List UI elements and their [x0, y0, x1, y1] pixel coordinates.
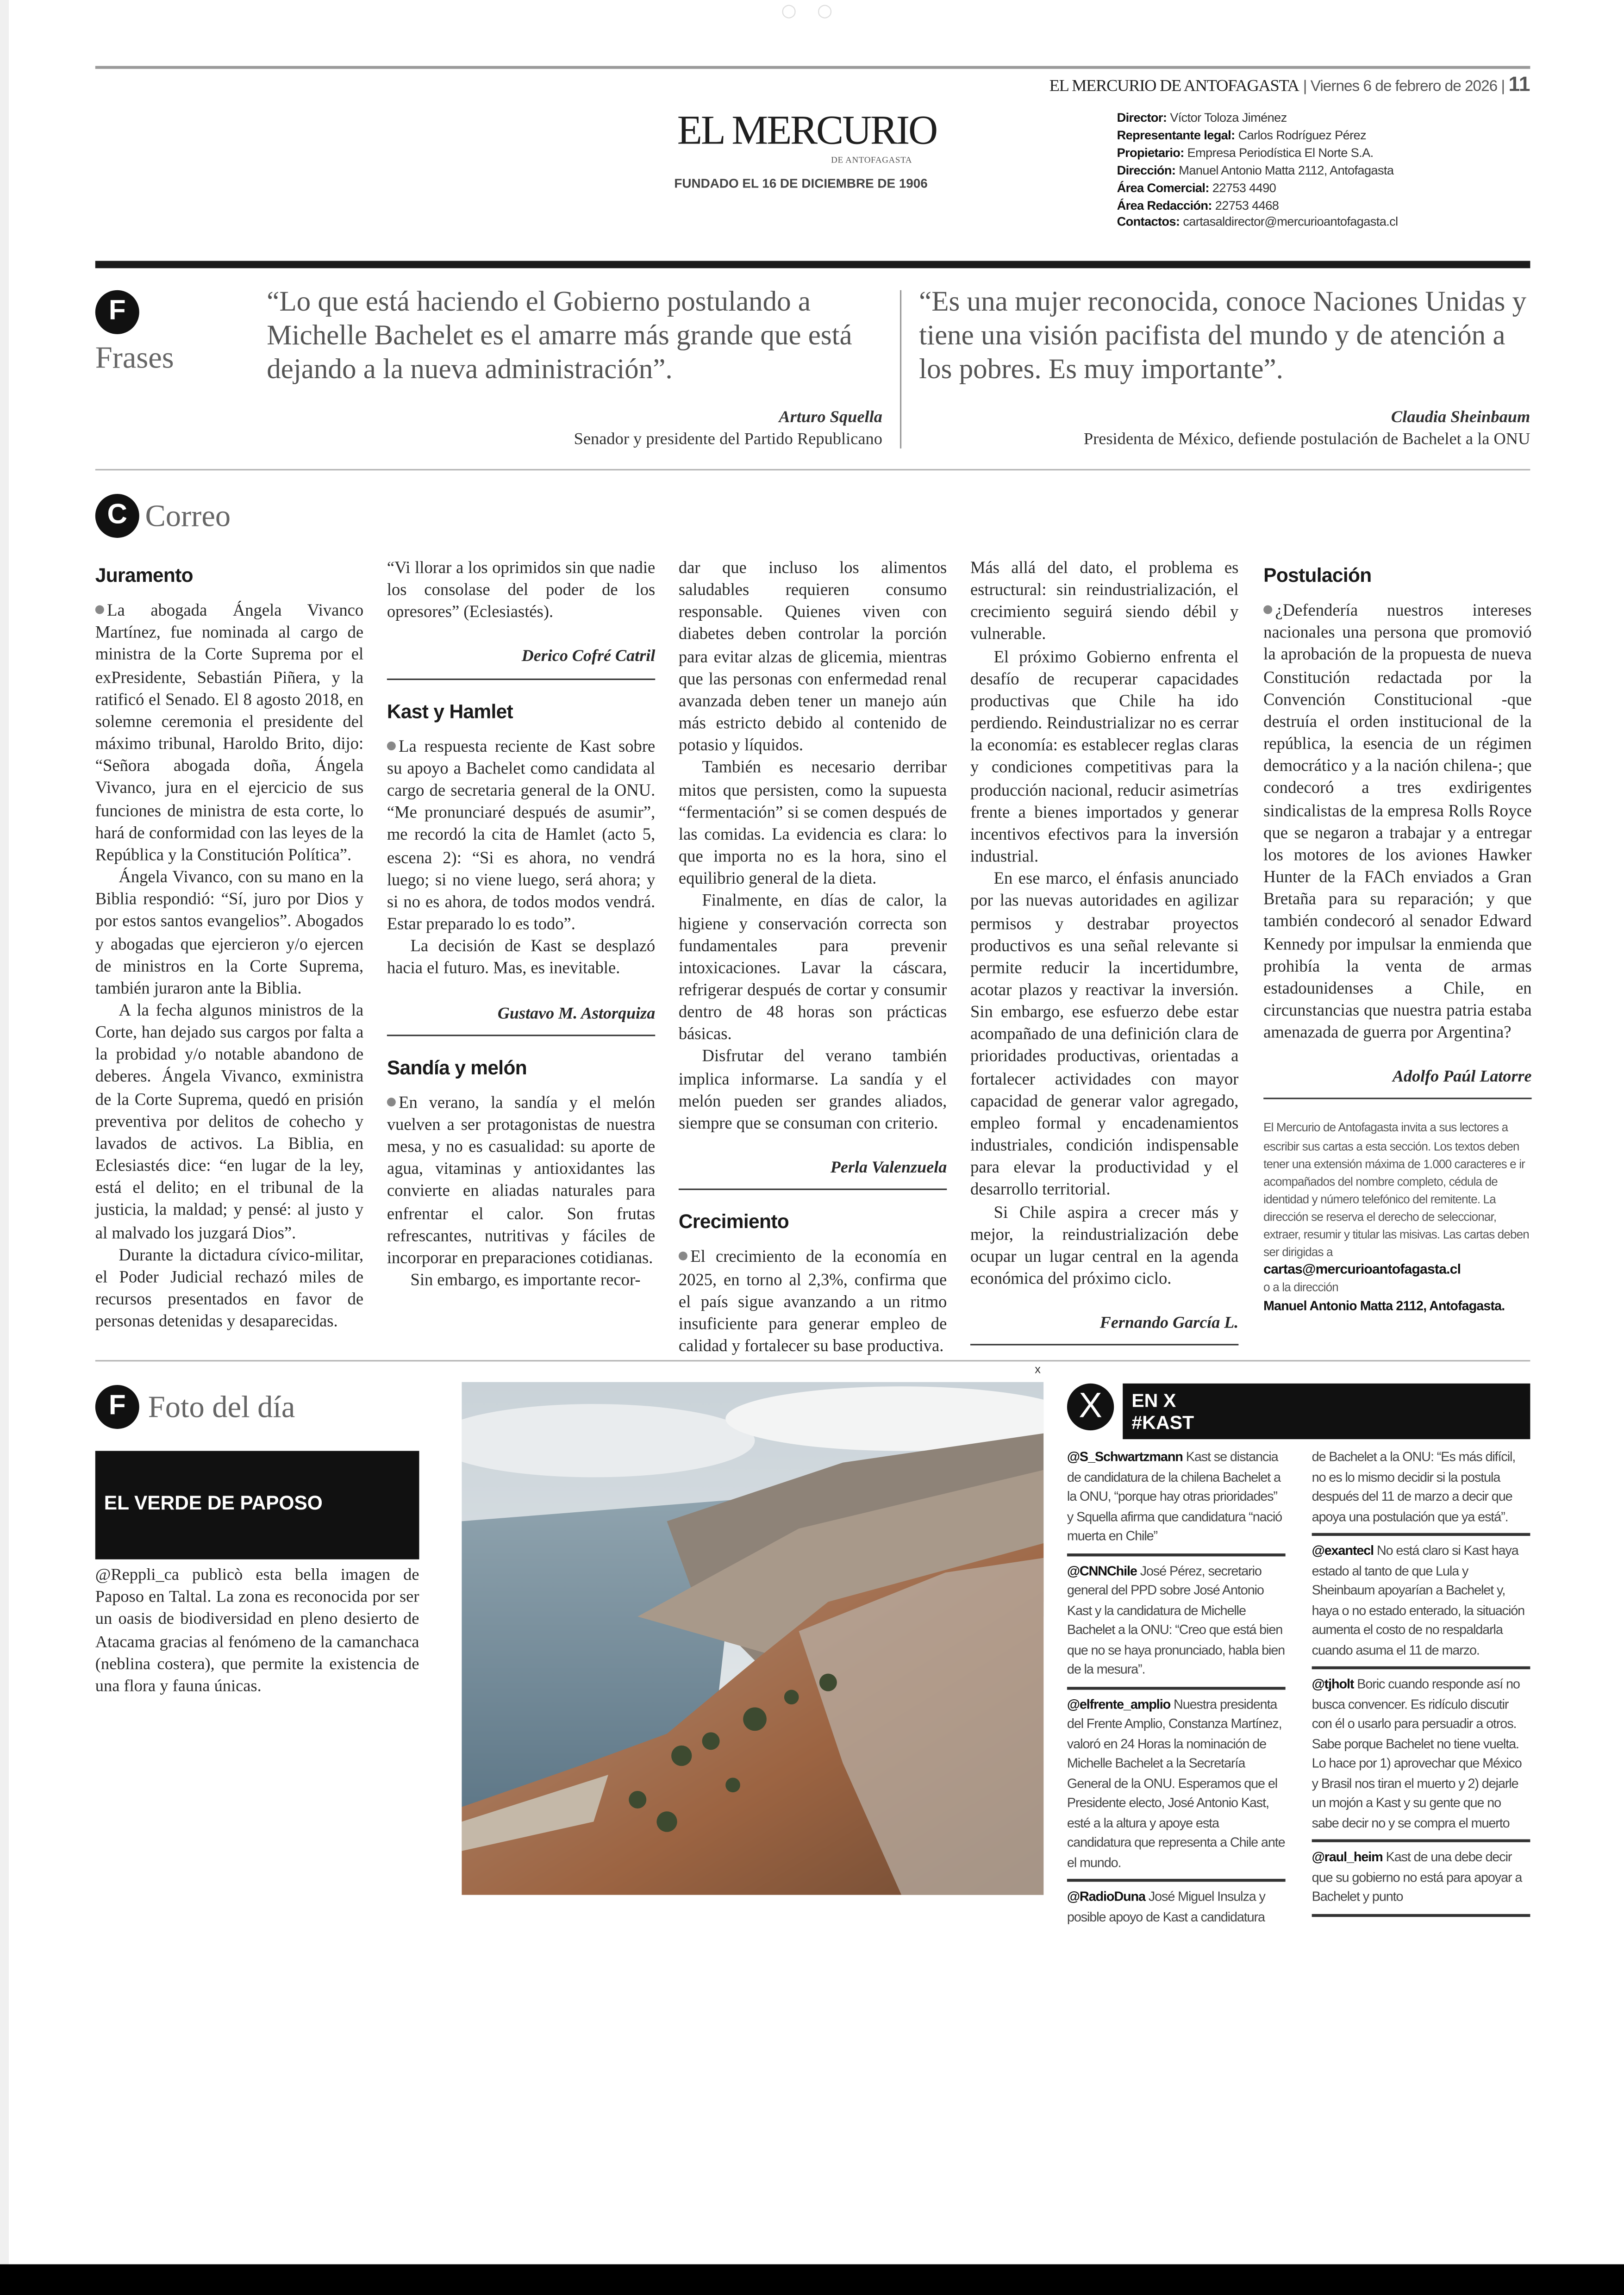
letter-paragraph [387, 1271, 655, 1293]
tweet-handle[interactable]: @elfrente_amplio [1067, 1696, 1171, 1711]
tweet-text: Boric cuando responde así no busca convencer. Es ridículo discutir con él o usarlo para persuadir a otros. Sabe porque Bachelet no tiene vuelta. Lo hace por 1) aprovechar que México y Brasil nos tiran el muerto y 2) dejarle un mojón a Kast y su gente que no sabe decir no y se compra el muerto [1312, 1677, 1522, 1830]
paragraph-text: dar que incluso los alimentos saludables requieren consumo responsable. Quienes viven con diabetes deben controlar la porción para evitar alzas de glicemia, mientras que las personas con enfermedad renal avanzada deben tener un manejo aún más estricto debido al contenido de potasio y líquidos. [678, 560, 947, 755]
letter-title: Juramento [95, 564, 193, 586]
letters-column [679, 558, 947, 1359]
masthead-row: Área Redacción: 22753 4468 [1117, 197, 1279, 212]
letter-signature: Perla Valenzuela [830, 1159, 947, 1177]
close-icon[interactable]: x [1035, 1363, 1041, 1376]
paposo-photo [462, 1382, 1043, 1895]
frases-title: Frases [95, 340, 174, 375]
notice-text: El Mercurio de Antofagasta invita a sus lectores a escribir sus cartas a esta sección. Los textos deben tener una extensión máxima de 1.000 caracteres e ir acompañados del nombre completo, cédula de identidad y número telefónico del remitente. La dirección se reserva el derecho de seleccionar, extraer, resumir y titular las misivas. Las cartas deben ser dirigidas a [1263, 1122, 1529, 1259]
letter-paragraph [387, 558, 655, 625]
bullet-icon [679, 1252, 687, 1261]
tweet-text: Kast se distancia de candidatura de la chilena Bachelet a la ONU, “porque hay otras prioridades” y Squella afirma que candidatura “nació muerta en Chile” [1067, 1449, 1282, 1543]
paragraph-text: También es necesario derribar mitos que persisten, como la supuesta “fermentación” si se comen después de las comidas. La evidencia es clara: lo que importa no es la hora, sino el equilibrio general de la dieta. [678, 760, 947, 889]
letter-paragraph [679, 558, 947, 758]
letters-column [970, 558, 1238, 1366]
paragraph-text: El próximo Gobierno enfrenta el desafío de recuperar capacidades productivas que Chile ha ido perdiendo. Reindustrializar no es cerrar la economía: es establecer reglas claras y condiciones competitivas para la producción nacional, reducir asimetrías frente a bienes importados y generar incentivos efectivos para la inversión industrial. [970, 649, 1239, 867]
bottom-bar [0, 2264, 1624, 2295]
letter-title: Crecimiento [678, 1210, 789, 1233]
page-edge [0, 0, 9, 2295]
bullet-icon [387, 1098, 396, 1106]
logo-subtitle: DE ANTOFAGASTA [831, 156, 912, 166]
letter-paragraph [679, 758, 947, 892]
issue-date: Viernes 6 de febrero de 2026 [1310, 77, 1498, 95]
quote-author: Claudia Sheinbaum [1391, 409, 1530, 427]
paragraph-text: Durante la dictadura cívico-militar, el Poder Judicial rechazó miles de recursos presentados en favor de personas detenidas y desaparecidas. [95, 1247, 364, 1331]
letter-paragraph [970, 647, 1238, 869]
letter-title: Postulación [1263, 564, 1372, 586]
paragraph-text: En verano, la sandía y el melón vuelven a ser protagonistas de nuestra mesa, y no es casualidad: su aporte de agua, vitaminas y antioxidantes las convierte en aliadas naturales para enfrentar el calor. Son frutas refrescantes, nutritivas y fáciles de incorporar en preparaciones cotidianas. [387, 1094, 656, 1268]
letter-paragraph [387, 1093, 655, 1271]
foto-caption: @Reppli_ca publicò esta bella imagen de Paposo en Taltal. La zona es reconocida por ser un oasis de biodiversidad en pleno desierto de Atacama gracias al fenómeno de la camanchaca (neblina costera), que permite la existencia de una flora y fauna únicas. [95, 1566, 419, 1696]
letter-divider [679, 1189, 947, 1190]
paragraph-text: La abogada Ángela Vivanco Martínez, fue nominada al cargo de ministra de la Corte Suprema por el exPresidente, Sebastián Piñera, y la ratificó el Senado. El 8 agosto 2018, en solemne ceremonia el presidente del máximo tribunal, Haroldo Brito, dijo: “Señora abogada doña, Ángela Vivanco, jura en el ejercicio de sus funciones de ministra de esta corte, lo hará de conformidad con las leyes de la República y la Constitución Política”. [95, 602, 364, 865]
tweet-text: No está claro si Kast haya estado al tanto de que Lula y Sheinbaum apoyarían a Bachelet y, haya o no estado enterado, la situación aumenta el costo de no respaldarla cuando asuma el 11 de marzo. [1312, 1543, 1525, 1657]
bullet-icon [95, 605, 104, 614]
letter-paragraph [1263, 601, 1531, 1046]
tweet-text: José Pérez, secretario general del PPD sobre José Antonio Kast y la candidatura de Michelle Bachelet a la ONU: “Creo que está bien que no se haya pronunciado, habla bien de la mesura”. [1067, 1563, 1285, 1677]
letter-title: Kast y Hamlet [387, 700, 513, 722]
masthead-row: Representante legal: Carlos Rodríguez Pérez [1117, 127, 1367, 142]
quote-role: Presidenta de México, defiende postulación de Bachelet a la ONU [1083, 430, 1530, 449]
letter-paragraph [970, 869, 1238, 1203]
tweets-column [1067, 1448, 1286, 1939]
letter-divider [387, 678, 655, 680]
letter-paragraph [679, 1248, 947, 1359]
letter-signature: Gustavo M. Astorquiza [497, 1004, 656, 1023]
letter-paragraph [95, 601, 363, 868]
publication-name: EL MERCURIO DE ANTOFAGASTA [1049, 77, 1299, 95]
masthead-info [1117, 110, 1398, 232]
letter-title: Sandía y melón [387, 1056, 527, 1079]
tweet-handle[interactable]: @raul_heim [1312, 1849, 1383, 1865]
bullet-icon [387, 741, 396, 750]
letter-paragraph [679, 892, 947, 1047]
tweet-handle[interactable]: @CNNChile [1067, 1563, 1137, 1578]
tweet-handle[interactable]: @S_Schwartzmann [1067, 1449, 1183, 1464]
foto-headline-box [95, 1451, 419, 1559]
page-nav-dots[interactable]: ○○ [781, 0, 853, 21]
paragraph-text: En ese marco, el énfasis anunciado por las nuevas autoridades en agilizar permisos y destrabar proyectos productivos es una señal relevante si permite reducir la incertidumbre, acotar plazos y reactivar la inversión. Sin embargo, ese esfuerzo debe estar acompañado de una definición clara de prioridades productivas, orientadas a fortalecer actividades con mayor capacidad de generar valor agregado, empleo formal y encadenamientos industriales, condición indispensable para elevar la productividad y el desarrollo territorial. [970, 871, 1239, 1200]
page-number: 11 [1508, 72, 1530, 95]
tweet-handle[interactable]: @RadioDuna [1067, 1889, 1145, 1904]
tweet-handle[interactable]: @exantecl [1312, 1543, 1374, 1558]
letter-paragraph [95, 867, 363, 1001]
tweets-column [1312, 1448, 1530, 1922]
quote-block [267, 286, 882, 451]
letter-paragraph [970, 1203, 1238, 1291]
section-rule [95, 1360, 1530, 1361]
quote-text: “Lo que está haciendo el Gobierno postulando a Michelle Bachelet es el amarre más grande que está dejando a la nueva administración”. [267, 287, 852, 386]
foto-title: Foto del día [148, 1389, 295, 1425]
notice-address: Manuel Antonio Matta 2112, Antofagasta. [1263, 1299, 1505, 1314]
quote-block [919, 286, 1530, 451]
paragraph-text: “Vi llorar a los oprimidos sin que nadie los consolase del poder de los opresores” (Eclesiastés). [387, 560, 656, 622]
bullet-icon [1263, 605, 1272, 614]
founded-line: FUNDADO EL 16 DE DICIEMBRE DE 1906 [674, 175, 928, 191]
x-banner [1123, 1384, 1530, 1439]
tweet [1067, 1888, 1286, 1933]
correo-title: Correo [145, 498, 231, 534]
paragraph-text: Ángela Vivanco, con su mano en la Biblia respondió: “Sí, juro por Dios y por estos santos evangelios”. Abogados y abogadas que ejercieron y/o ejercen de ministros en la Corte Suprema, también juraron ante la Biblia. [95, 869, 364, 998]
letter-paragraph [95, 1245, 363, 1334]
paragraph-text: ¿Defendería nuestros intereses nacionales una persona que promovió la aprobación de la propuesta de nueva Constitución redactada por la Convención Constitucional -que destruía el orden institucional de la república, la esencia de un régimen democrático y a la nación chilena-; que condecoró a tres exdirigentes sindicalistas de la empresa Rolls Royce que se negaron a trabajar y a entregar los motores de los aviones Hawker Hunter de la FACh enviados a Gran Bretaña para su reparación; y que también condecoró al senador Edward Kennedy por impulsar la enmienda que prohibía la venta de armas estadounidenses a Chile, en circunstancias que nuestra patria estaba amenazada de guerra por Argentina? [1263, 602, 1532, 1042]
masthead-row: Director: Víctor Toloza Jiménez [1117, 110, 1287, 125]
tweet-text: Nuestra presidenta del Frente Amplio, Constanza Martínez, valoró en 24 Horas la nominación de Michelle Bachelet a la Secretaría General de la ONU. Esperamos que el Presidente electo, José Antonio Kast, esté a la altura y apoye esta candidatura que representa a Chile ante el mundo. [1067, 1696, 1285, 1870]
letter-signature: Adolfo Paúl Latorre [1392, 1068, 1532, 1086]
masthead-row: Propietario: Empresa Periodística El Norte S.A. [1117, 144, 1374, 160]
masthead-row: Dirección: Manuel Antonio Matta 2112, Antofagasta [1117, 162, 1394, 177]
letter-signature: Fernando García L. [1099, 1315, 1239, 1333]
tweet [1312, 1542, 1530, 1669]
tweet-text: José Miguel Insulza y posible apoyo de Kast a candidatura [1067, 1889, 1265, 1924]
paragraph-text: Si Chile aspira a crecer más y mejor, la reindustrialización debe ocupar un lugar central en la agenda económica del próximo ciclo. [970, 1204, 1239, 1289]
quote-author: Arturo Squella [779, 409, 882, 427]
letters-column [95, 558, 363, 1334]
foto-headline: EL VERDE DE PAPOSO [104, 1492, 323, 1514]
frases-icon: F [95, 290, 139, 334]
paragraph-text: Finalmente, en días de calor, la higiene y conservación correcta son fundamentales para prevenir intoxicaciones. Lavar la cáscara, refrigerar después de cortar y consumir dentro de 48 horas son prácticas básicas. [678, 893, 947, 1044]
tweet [1312, 1675, 1530, 1842]
tweet [1312, 1448, 1530, 1536]
notice-or: o a la dirección [1263, 1281, 1338, 1295]
tweet [1067, 1695, 1286, 1882]
x-hashtag: #KAST [1131, 1411, 1194, 1434]
correo-icon: C [95, 494, 139, 538]
tweet [1312, 1848, 1530, 1916]
letter-signature: Derico Cofré Catril [521, 648, 656, 666]
x-logo-icon: X [1067, 1384, 1114, 1430]
top-rule [95, 66, 1530, 69]
paragraph-text: Sin embargo, es importante recor- [410, 1272, 641, 1290]
tweet [1067, 1561, 1286, 1689]
quote-role: Senador y presidente del Partido Republicano [574, 430, 882, 449]
letters-column [387, 558, 655, 1293]
tweet-text: de Bachelet a la ONU: “Es más difícil, no es lo mismo decidir si la postula después del 11 de marzo a decir que apoya una postulación que ya está”. [1312, 1449, 1516, 1524]
letter-paragraph [387, 937, 655, 981]
header-rule [95, 261, 1530, 268]
section-rule [95, 469, 1530, 470]
letter-divider [1263, 1098, 1531, 1100]
letters-column [1263, 558, 1531, 1316]
paragraph-text: El crecimiento de la economía en 2025, en torno al 2,3%, confirma que el país sigue avanzando a un ritmo insuficiente para generar empleo de calidad y fortalecer su base productiva. [678, 1249, 947, 1356]
paragraph-text: Disfrutar del verano también implica informarse. La sandía y el melón pueden ser grandes aliados, siempre que se consuman con criterio. [678, 1048, 947, 1133]
tweet-handle[interactable]: @tjholt [1312, 1677, 1354, 1691]
tweet-text: Kast de una debe decir que su gobierno no está para apoyar a Bachelet y punto [1312, 1849, 1522, 1904]
notice-email[interactable]: cartas@mercurioantofagasta.cl [1263, 1262, 1461, 1278]
quote-divider [900, 290, 901, 449]
quote-text: “Es una mujer reconocida, conoce Naciones Unidas y tiene una visión pacifista del mundo y de atención a los pobres. Es muy importante”. [919, 287, 1527, 386]
running-header: EL MERCURIO DE ANTOFAGASTA | Viernes 6 de febrero de 2026 | 11 [1049, 72, 1530, 95]
paragraph-text: La respuesta reciente de Kast sobre su apoyo a Bachelet como candidata al cargo de secretaria general de la ONU. “Me pronunciaré después de asumir”, me recordó la cita de Hamlet (acto 5, escena 2): “Si es ahora, no vendrá luego; si no viene luego, será ahora; y si no es ahora, de todos modos vendrá. Estar preparado lo es todo”. [387, 738, 656, 934]
masthead-row[interactable]: Contactos: cartasaldirector@mercurioantofagasta.cl [1117, 214, 1398, 230]
letter-paragraph [970, 558, 1238, 647]
paragraph-text: Más allá del dato, el problema es estructural: sin reindustrialización, el crecimiento seguirá siendo débil y vulnerable. [970, 560, 1239, 644]
foto-icon: F [95, 1385, 139, 1429]
paragraph-text: A la fecha algunos ministros de la Corte, han dejado sus cargos por falta a la probidad y/o notable abandono de deberes. Ángela Vivanco, exministra de la Corte Suprema, quedó en prisión preventiva por delitos de cohecho y lavados de activos. La Biblia, en Eclesiastés dice: “en lugar de la ley, está el delito; en el tribunal de la justicia, la maldad; y pensé: al justo y al malvado los juzgará Dios”. [95, 1002, 364, 1242]
paragraph-text: La decisión de Kast se desplazó hacia el futuro. Mas, es inevitable. [387, 938, 656, 978]
masthead-row: Área Comercial: 22753 4490 [1117, 180, 1276, 194]
tweet [1067, 1448, 1286, 1556]
x-title: EN X [1131, 1389, 1176, 1411]
letter-paragraph [95, 1001, 363, 1245]
letter-divider [970, 1344, 1238, 1346]
letters-notice [1263, 1120, 1531, 1316]
letter-paragraph [387, 737, 655, 937]
letter-paragraph [679, 1047, 947, 1136]
logo: EL MERCURIO [677, 108, 937, 154]
letter-divider [387, 1034, 655, 1035]
